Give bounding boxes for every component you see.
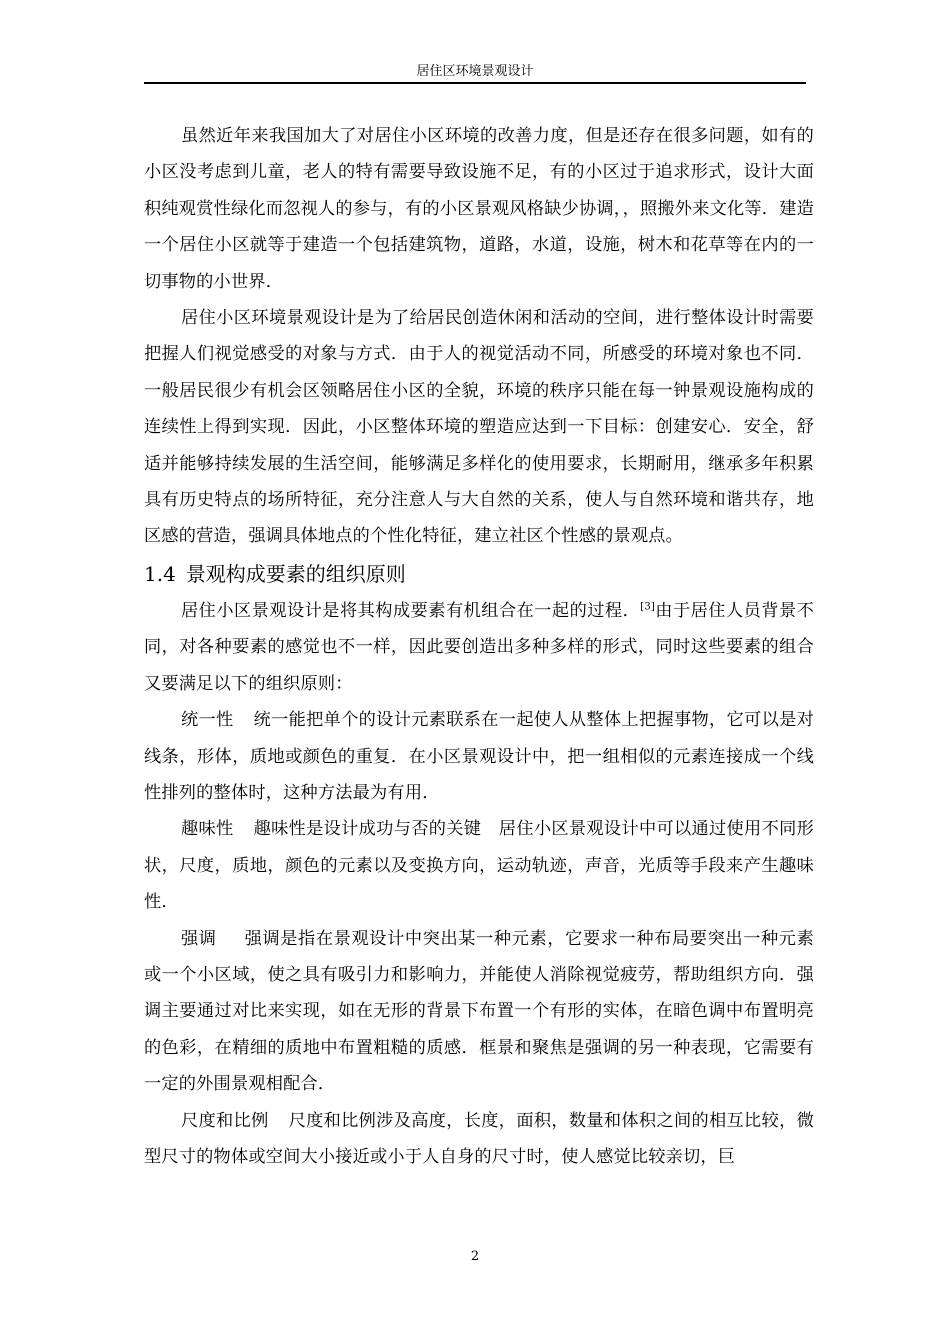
header-divider [144, 82, 806, 84]
principle-text: 趣味性是设计成功与否的关键 居住小区景观设计中可以通过使用不同形状，尺度，质地，颜色的元素以及变换方向，运动轨迹，声音，光质等手段来产生趣味性． [144, 819, 814, 913]
principle-unity [144, 702, 814, 811]
principle-term: 统一性 [181, 710, 234, 731]
principle-text: 统一能把单个的设计元素联系在一起使人从整体上把握事物，它可以是对线条，形体，质地或颜色的重复．在小区景观设计中，把一组相似的元素连接成一个线性排列的整体时，这种方法最为有用． [144, 710, 814, 803]
intro-text-continued: 由于居住人员背景不同，对各种要素的感觉也不一样，因此要创造出多种多样的形式，同时这些要素的组合又要满足以下的组织原则： [144, 600, 815, 694]
paragraph: 虽然近年来我国加大了对居住小区环境的改善力度，但是还存在很多问题，如有的小区没考虑到儿童，老人的特有需要导致设施不足，有的小区过于追求形式，设计大面积纯观赏性绿化而忽视人的参与，有的小区景观风格缺少协调，，照搬外来文化等．建造一个居住小区就等于建造一个包括建筑物，道路，水道，设施，树木和花草等在内的一切事物的小世界． [144, 126, 814, 292]
principle-scale [144, 1103, 814, 1176]
section-number: 1.4 [144, 561, 176, 586]
section-heading [144, 555, 814, 593]
principle-term: 尺度和比例 [181, 1110, 269, 1131]
intro-text: 居住小区景观设计是将其构成要素有机组合在一起的过程． [181, 600, 641, 621]
citation-reference[interactable]: [3] [640, 601, 656, 613]
principle-text: 强调是指在景观设计中突出某一种元素，它要求一种布局要突出一种元素或一个小区域，使之具有吸引力和影响力，并能使人消除视觉疲劳，帮助组织方向．强调主要通过对比来实现，如在无形的背景下布置一个有形的实体，在暗色调中布置明亮的色彩，在精细的质地中布置粗糙的质感．框景和聚焦是强调的另一种表现，它需要有一定的外围景观相配合． [144, 928, 815, 1095]
principle-interest [144, 811, 814, 920]
principle-term: 强调 [181, 928, 217, 949]
document-body [144, 118, 814, 1175]
section-title: 景观构成要素的组织原则 [185, 561, 406, 586]
intro-paragraph [144, 593, 814, 702]
principle-emphasis [144, 921, 814, 1103]
principle-text: 尺度和比例涉及高度，长度，面积，数量和体积之间的相互比较，微型尺寸的物体或空间大小接近或小于人自身的尺寸时，使人感觉比较亲切，巨 [144, 1110, 814, 1167]
paragraph: 居住小区环境景观设计是为了给居民创造休闲和活动的空间，进行整体设计时需要把握人们视觉感受的对象与方式．由于人的视觉活动不同，所感受的环境对象也不同．一般居民很少有机会区领略居住小区的全貌，环境的秩序只能在每一钟景观设施构成的连续性上得到实现．因此，小区整体环境的塑造应达到一下目标：创建安心．安全，舒适并能够持续发展的生活空间，能够满足多样化的使用要求，长期耐用，继承多年积累具有历史特点的场所特征，充分注意人与大自然的关系，使人与自然环境和谐共存，地区感的营造，强调具体地点的个性化特征，建立社区个性感的景观点。 [144, 308, 814, 547]
running-header: 居住区环境景观设计 [416, 64, 534, 79]
page-number: 2 [470, 1249, 480, 1264]
principle-term: 趣味性 [181, 819, 234, 840]
